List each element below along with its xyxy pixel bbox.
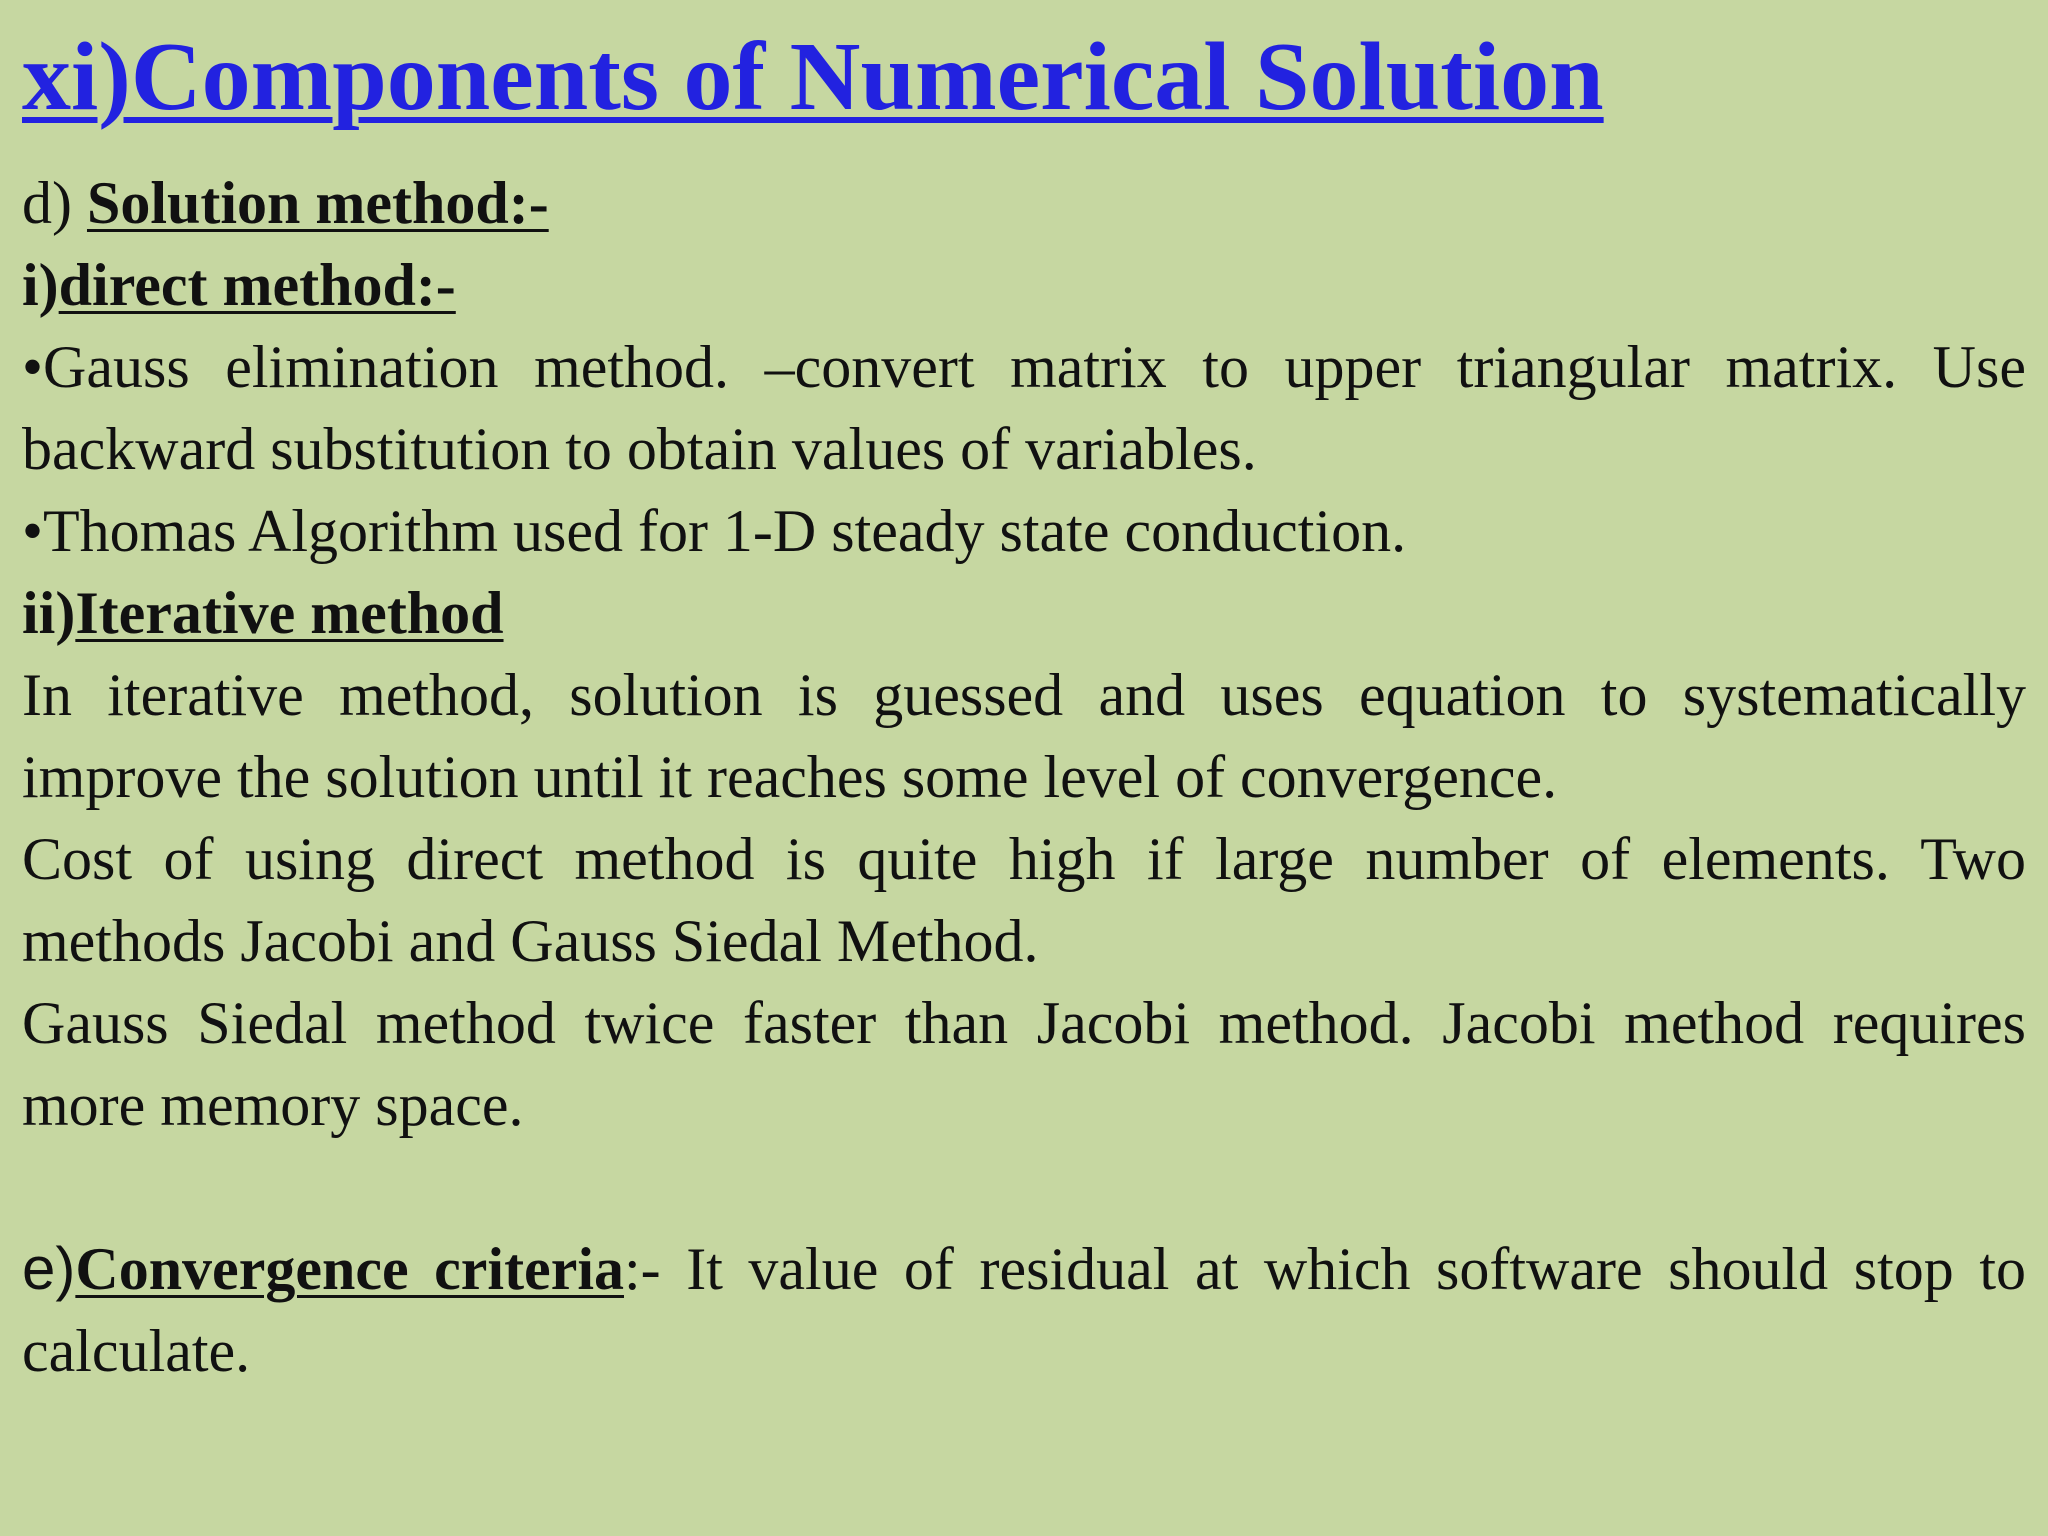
slide-title: xi)Components of Numerical Solution (22, 23, 1604, 131)
direct-method-heading: direct method:- (58, 252, 456, 318)
slide-body (22, 162, 2026, 1392)
iterative-description: In iterative method, solution is guessed and uses equation to systematically improve the solution until it reaches some level of convergence. (22, 662, 2026, 810)
iterative-method-prefix: ii) (22, 580, 76, 646)
convergence-heading: Convergence criteria (75, 1236, 624, 1302)
iterative-method-line (22, 572, 2026, 654)
direct-method-prefix: i) (22, 252, 59, 318)
solution-method-heading: Solution method:- (86, 170, 549, 236)
direct-method-cost: Cost of using direct method is quite high if large number of elements. Two methods Jacobi and Gauss Siedal Method. (22, 826, 2026, 974)
convergence-criteria (22, 1228, 2026, 1392)
solution-method-line (22, 162, 2026, 244)
convergence-prefix: e) (22, 1235, 76, 1302)
iterative-method-heading: Iterative method (75, 580, 504, 646)
direct-method-line (22, 244, 2026, 326)
spacer (22, 1146, 2026, 1228)
gauss-siedal-comparison: Gauss Siedal method twice faster than Jacobi method. Jacobi method requires more memory space. (22, 990, 2026, 1138)
gauss-elimination-bullet: •Gauss elimination method. –convert matrix to upper triangular matrix. Use backward substitution to obtain values of variables. (22, 334, 2026, 482)
thomas-algorithm-bullet: •Thomas Algorithm used for 1-D steady state conduction. (22, 498, 1407, 564)
convergence-text: :- It value of residual at which software should stop to calculate. (22, 1236, 2026, 1384)
solution-method-prefix: d) (22, 170, 87, 236)
